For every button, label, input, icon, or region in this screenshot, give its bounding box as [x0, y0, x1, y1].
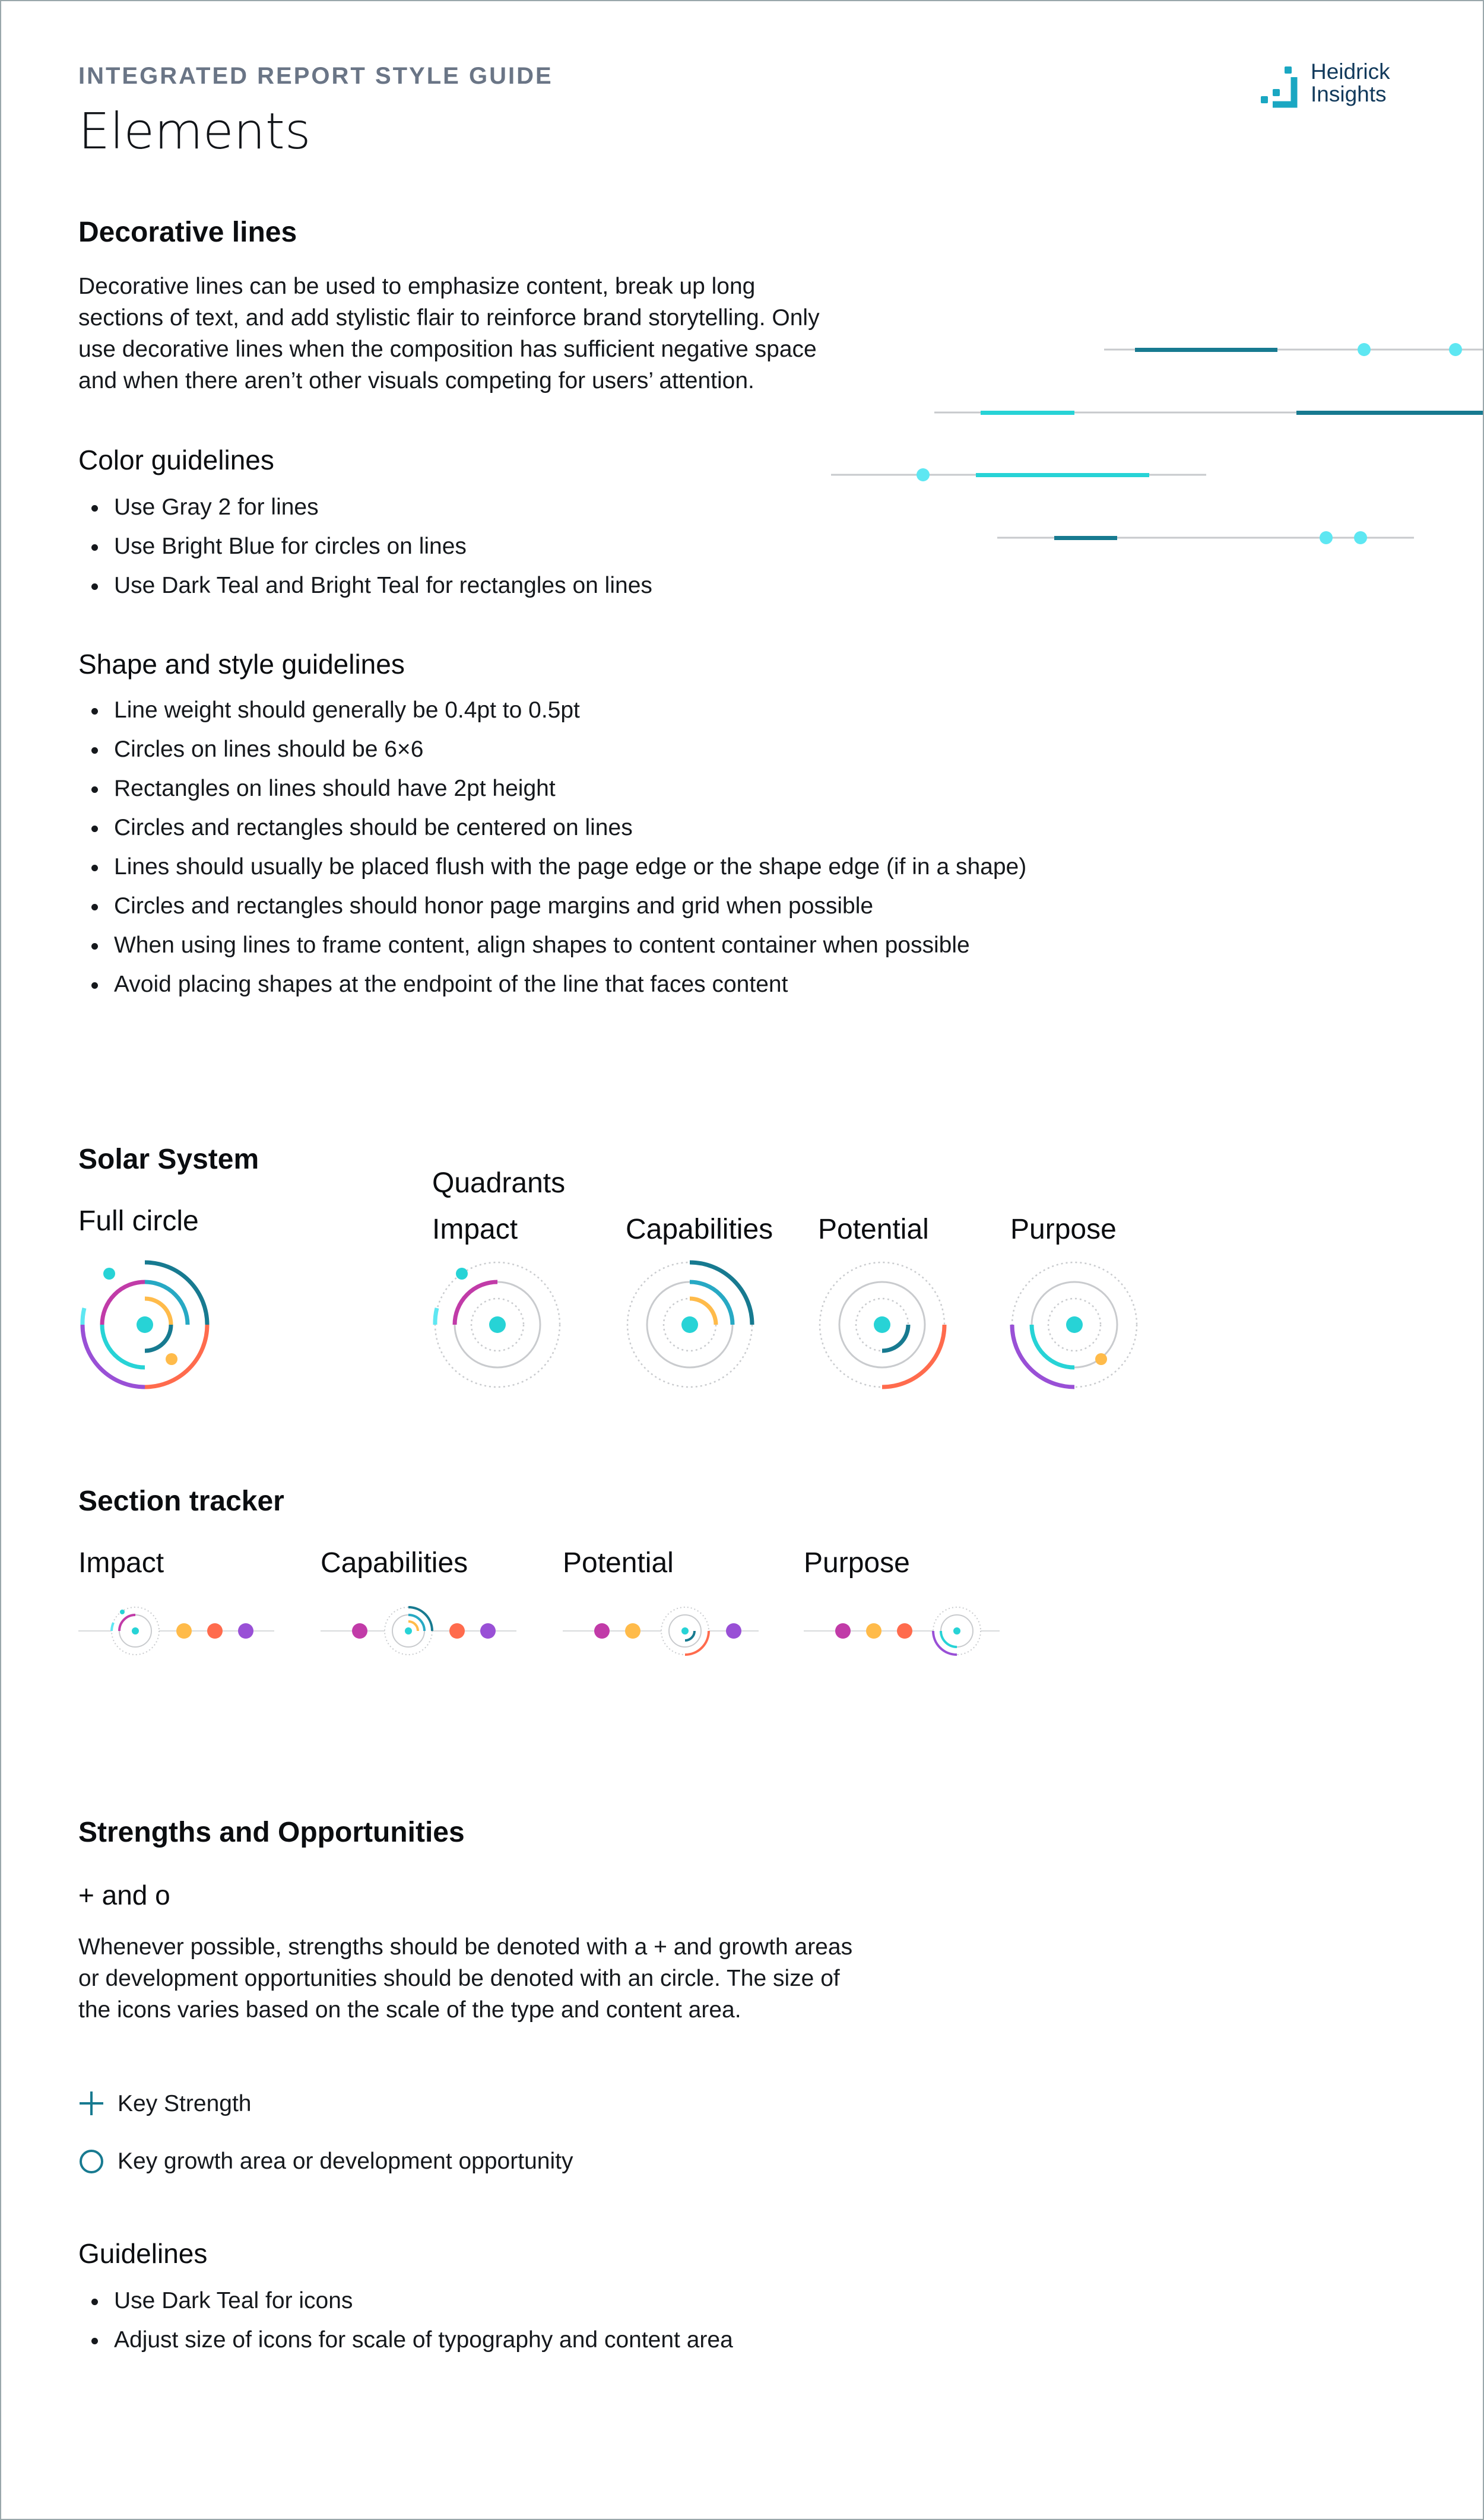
- decorative-line-2: [934, 411, 1484, 415]
- logo-line-1: Heidrick: [1311, 59, 1390, 84]
- decorative-lines-heading: Decorative lines: [78, 217, 297, 248]
- quadrant-label-capabilities: Capabilities: [626, 1214, 773, 1245]
- full-circle-label: Full circle: [78, 1205, 199, 1237]
- paragraph-line: or development opportunities should be denoted with an circle. The size of: [78, 1966, 840, 1991]
- solar-system-heading: Solar System: [78, 1144, 259, 1175]
- paragraph-line: the icons varies based on the scale of the type and content area.: [78, 1997, 741, 2023]
- section-tracker-capabilities: [321, 1601, 522, 1661]
- paragraph-line: use decorative lines when the composition has sufficient negative space: [78, 337, 817, 362]
- strengths-paragraph: [78, 1931, 1028, 2026]
- page-title: Elements: [78, 102, 311, 160]
- quadrants-label: Quadrants: [432, 1167, 566, 1199]
- key-growth-label: Key growth area or development opportunity: [118, 2148, 573, 2174]
- decorative-line-3: [831, 468, 1206, 481]
- color-guidelines-heading: Color guidelines: [78, 445, 274, 475]
- solar-system-full-circle: [74, 1253, 216, 1396]
- section-tracker-purpose: [804, 1601, 1006, 1661]
- icon-guidelines-heading: Guidelines: [78, 2238, 208, 2269]
- strengths-subheading: + and o: [78, 1880, 170, 1910]
- quadrant-label-purpose: Purpose: [1010, 1214, 1117, 1245]
- decorative-line-samples: [773, 322, 1484, 559]
- list-item: Use Dark Teal for icons: [78, 2281, 733, 2321]
- quadrant-label-impact: Impact: [432, 1214, 518, 1245]
- tracker-label-impact: Impact: [78, 1547, 164, 1579]
- tracker-label-capabilities: Capabilities: [321, 1547, 468, 1579]
- shape-guidelines-heading: Shape and style guidelines: [78, 649, 405, 680]
- section-tracker-potential: [563, 1601, 765, 1661]
- logo-wordmark: [1311, 61, 1390, 106]
- plus-icon: [78, 2090, 104, 2116]
- list-item: Use Dark Teal and Bright Teal for rectangles on lines: [78, 566, 652, 605]
- list-item: Adjust size of icons for scale of typography and content area: [78, 2321, 733, 2360]
- list-item: Rectangles on lines should have 2pt height: [78, 769, 1026, 808]
- list-item: Use Bright Blue for circles on lines: [78, 527, 652, 566]
- logo-line-2: Insights: [1311, 82, 1387, 106]
- tracker-label-purpose: Purpose: [804, 1547, 910, 1579]
- paragraph-line: sections of text, and add stylistic flair to reinforce brand storytelling. Only: [78, 305, 820, 331]
- paragraph-line: and when there aren’t other visuals competing for users’ attention.: [78, 368, 754, 393]
- paragraph-line: Whenever possible, strengths should be denoted with a + and growth areas: [78, 1934, 853, 1960]
- heidrick-insights-logo: [1258, 59, 1413, 107]
- strengths-heading: Strengths and Opportunities: [78, 1817, 465, 1848]
- quadrant-capabilities-diagram: [619, 1253, 761, 1396]
- quadrant-label-potential: Potential: [818, 1214, 929, 1245]
- quadrant-potential-diagram: [811, 1253, 953, 1396]
- tracker-label-potential: Potential: [563, 1547, 674, 1579]
- quadrant-purpose-diagram: [1003, 1253, 1146, 1396]
- section-tracker-impact: [78, 1601, 280, 1661]
- quadrant-impact-diagram: [426, 1253, 569, 1396]
- list-item: Circles on lines should be 6×6: [78, 730, 1026, 769]
- eyebrow-label: INTEGRATED REPORT STYLE GUIDE: [78, 63, 553, 89]
- list-item: Lines should usually be placed flush with the page edge or the shape edge (if in a shape): [78, 848, 1026, 887]
- color-guidelines-list: [78, 488, 652, 605]
- list-item: Use Gray 2 for lines: [78, 488, 652, 527]
- list-item: Circles and rectangles should honor page margins and grid when possible: [78, 887, 1026, 926]
- key-strength-label: Key Strength: [118, 2091, 252, 2116]
- paragraph-line: Decorative lines can be used to emphasize content, break up long: [78, 274, 756, 299]
- shape-guidelines-list: [78, 691, 1026, 1004]
- logo-mark-icon: [1258, 63, 1306, 110]
- list-item: When using lines to frame content, align shapes to content container when possible: [78, 926, 1026, 965]
- list-item: Avoid placing shapes at the endpoint of the line that faces content: [78, 965, 1026, 1004]
- icon-guidelines-list: [78, 2281, 733, 2360]
- list-item: Circles and rectangles should be centered on lines: [78, 808, 1026, 848]
- decorative-line-1: [1104, 343, 1484, 356]
- list-item: Line weight should generally be 0.4pt to 0.5pt: [78, 691, 1026, 730]
- circle-icon: [78, 2148, 104, 2175]
- decorative-line-4: [997, 531, 1414, 544]
- section-tracker-heading: Section tracker: [78, 1486, 284, 1517]
